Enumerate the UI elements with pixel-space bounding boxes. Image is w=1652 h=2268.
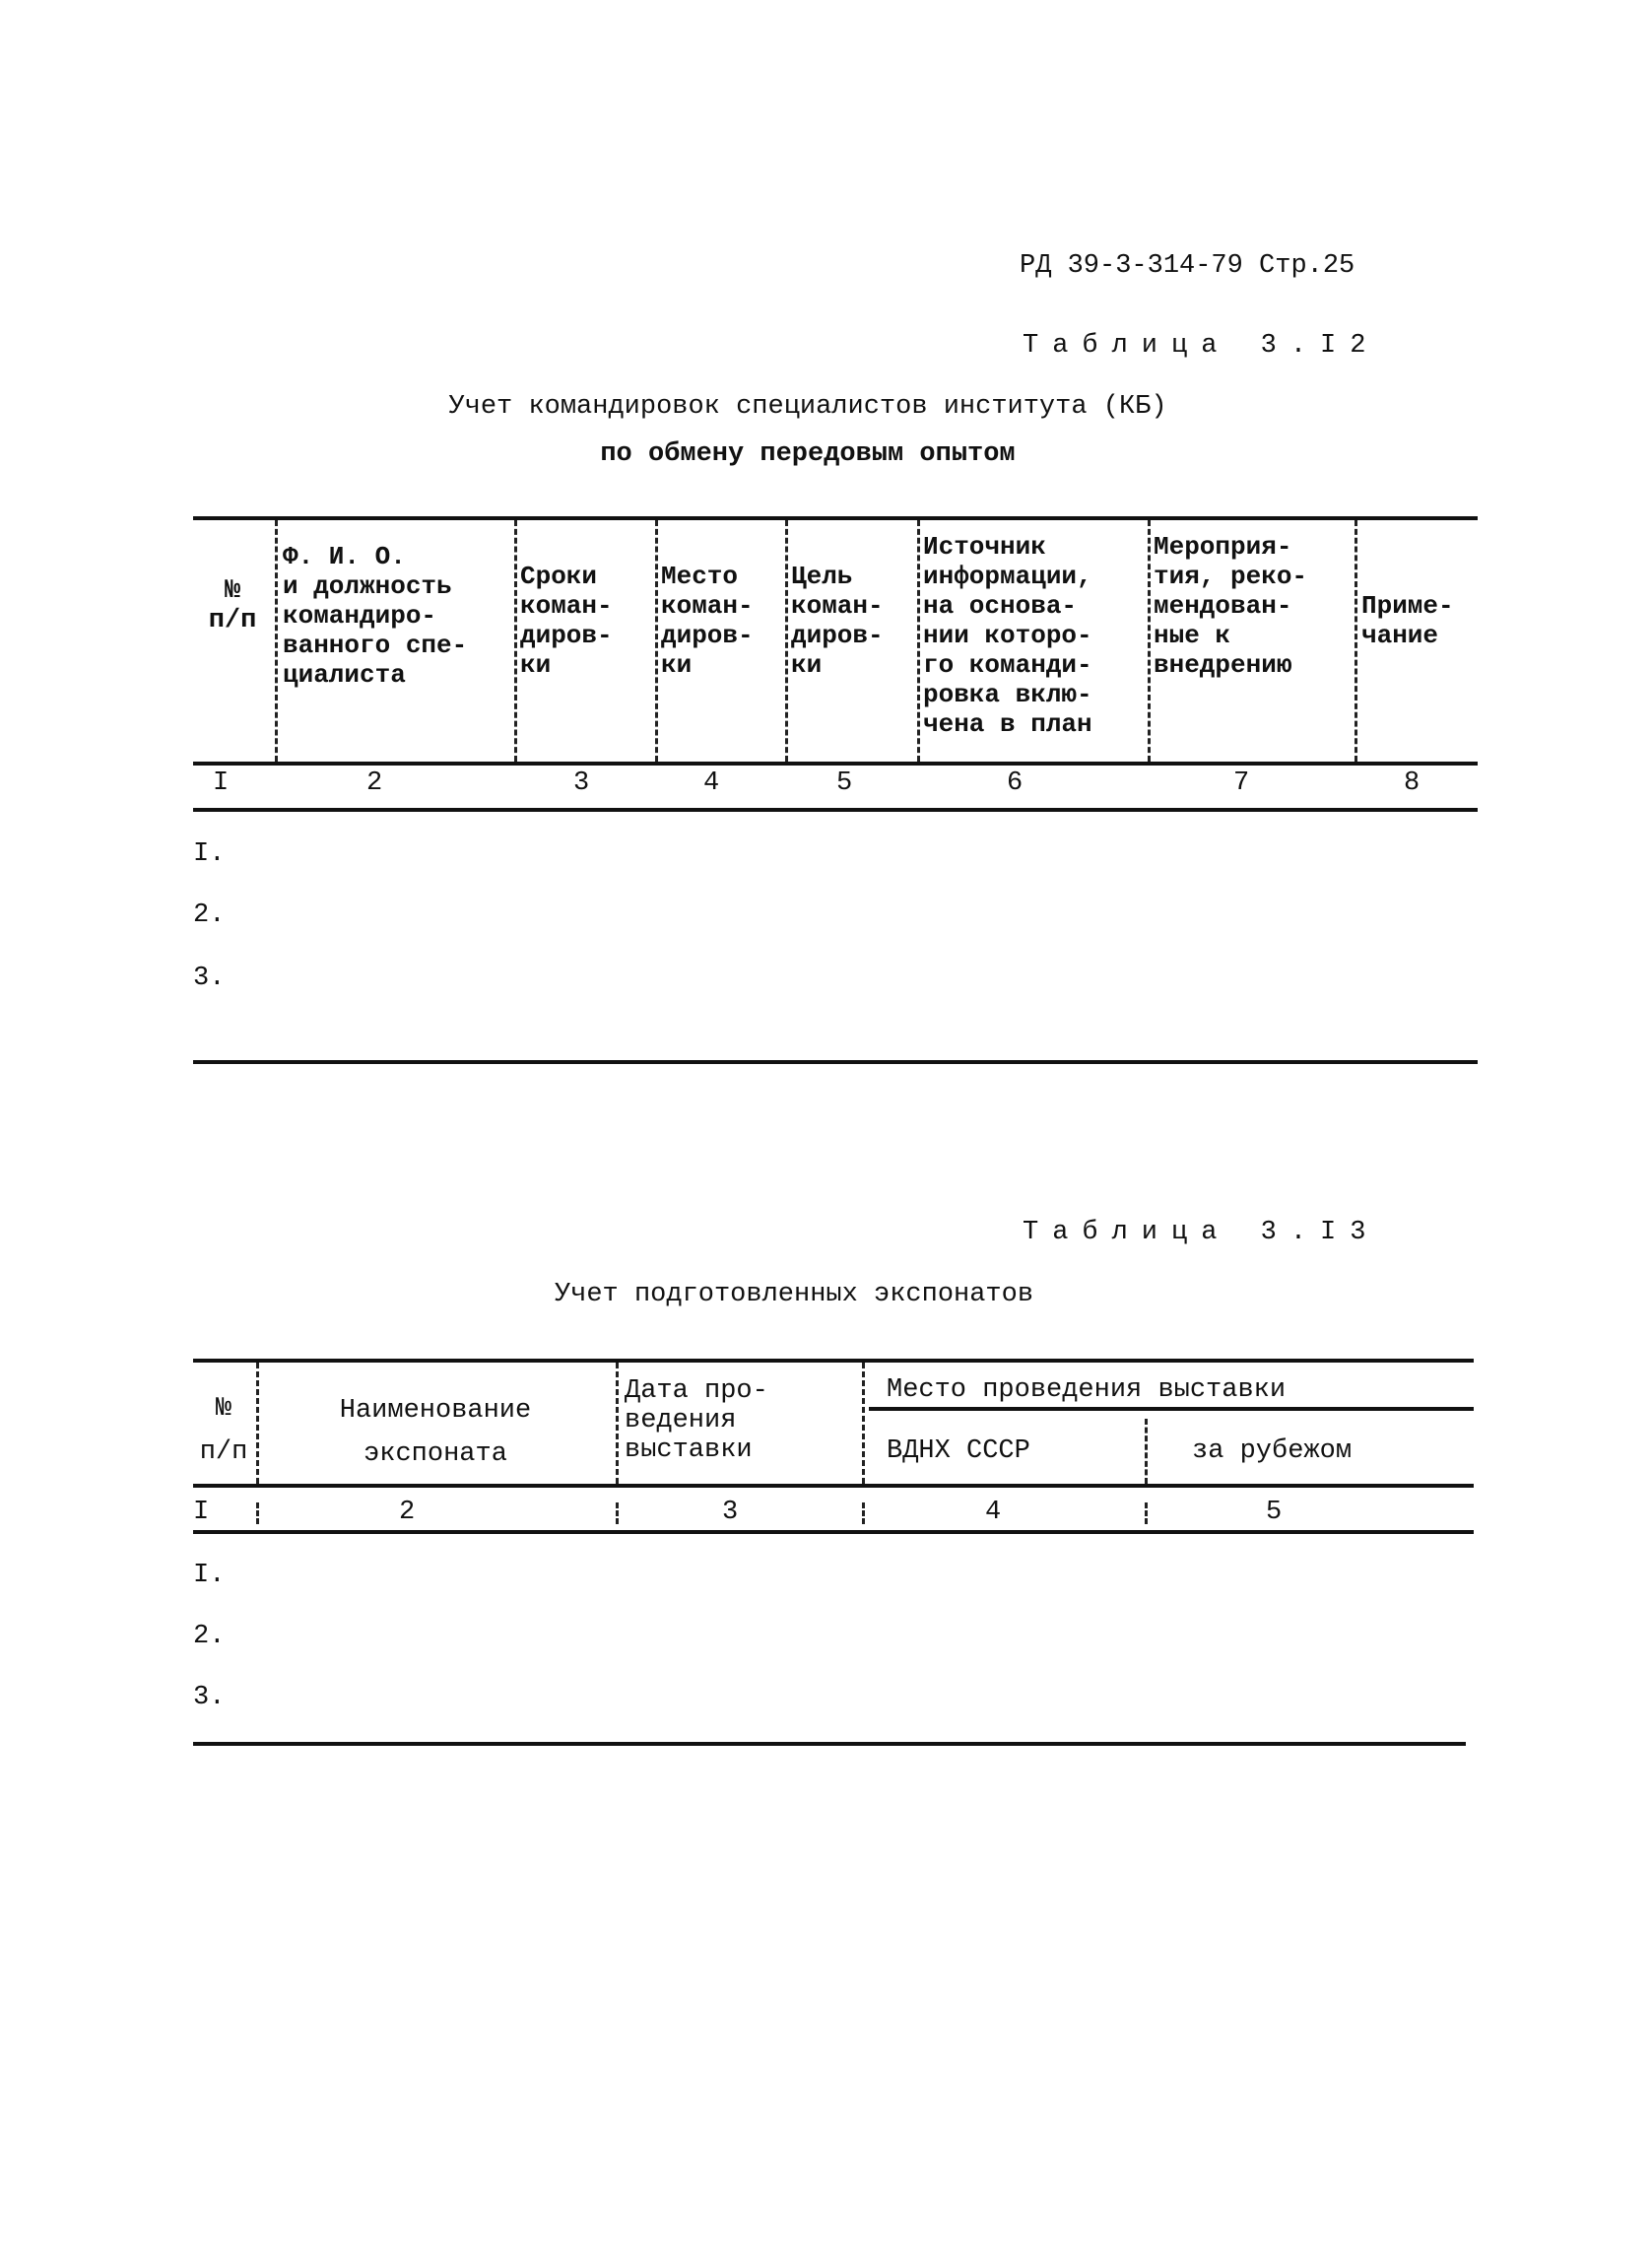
document-reference: РД 39-3-314-79 Стр.25 <box>1020 251 1355 281</box>
column-number: 5 <box>836 768 853 798</box>
table-title: Учет командировок специалистов института (КБ) <box>448 392 1167 422</box>
table-row: 2. <box>193 901 226 930</box>
column-header: № п/п <box>208 576 257 635</box>
column-header: Приме- чание <box>1361 591 1454 650</box>
column-number: 2 <box>366 768 383 798</box>
table-row: 3. <box>193 964 226 993</box>
column-number: 3 <box>722 1498 739 1527</box>
column-number: 4 <box>703 768 720 798</box>
column-header: № п/п <box>199 1394 248 1467</box>
table-label: Таблица 3.I2 <box>1023 331 1380 361</box>
column-header: Мероприя- тия, реко- мендован- ные к внедрению <box>1154 532 1308 680</box>
column-number: 8 <box>1404 768 1421 798</box>
column-number: 2 <box>399 1498 416 1527</box>
column-number: 3 <box>573 768 590 798</box>
column-header: ВДНХ СССР <box>887 1436 1030 1466</box>
column-header: Дата про- ведения выставки <box>625 1376 768 1465</box>
table-row: 2. <box>193 1622 226 1651</box>
column-number: I <box>213 768 230 798</box>
column-number: 5 <box>1266 1498 1283 1527</box>
column-header: Сроки коман- диров- ки <box>520 562 613 680</box>
column-number: 6 <box>1007 768 1024 798</box>
column-number: 4 <box>985 1498 1002 1527</box>
column-number: 7 <box>1233 768 1250 798</box>
table-row: I. <box>193 1561 226 1590</box>
column-header: Место коман- диров- ки <box>661 562 754 680</box>
column-header: Цель коман- диров- ки <box>791 562 884 680</box>
column-header: Наименование экспоната <box>339 1396 532 1469</box>
table-title: по обмену передовым опытом <box>600 439 1016 469</box>
column-number: I <box>193 1498 210 1527</box>
column-header: Ф. И. О. и должность командиро- ванного спе- циалиста <box>283 542 468 690</box>
column-header: Источник информации, на основа- нии которо- го команди- ровка вклю- чена в план <box>923 532 1092 739</box>
column-header: за рубежом <box>1192 1436 1353 1466</box>
table-label: Таблица 3.I3 <box>1023 1218 1380 1247</box>
column-group-header: Место проведения выставки <box>887 1375 1287 1405</box>
table-row: 3. <box>193 1683 226 1712</box>
table-row: I. <box>193 839 226 869</box>
table-title: Учет подготовленных экспонатов <box>554 1280 1034 1309</box>
